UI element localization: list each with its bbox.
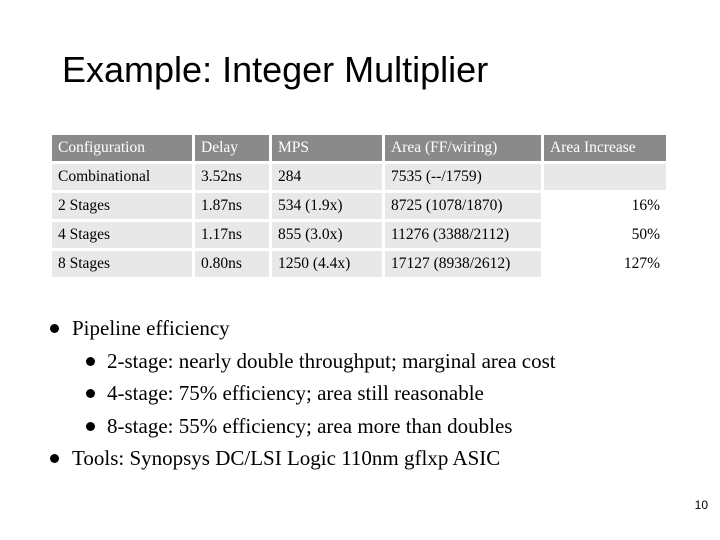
slide-title: Example: Integer Multiplier bbox=[62, 49, 489, 90]
table-cell: 1.87ns bbox=[195, 193, 269, 219]
bullet-dot-icon bbox=[86, 357, 95, 366]
header-cell-mps: MPS bbox=[272, 135, 382, 161]
bullet-text: Tools: Synopsys DC/LSI Logic 110nm gflxp ASIC bbox=[72, 446, 501, 470]
table-cell bbox=[544, 164, 666, 190]
header-cell-area: Area (FF/wiring) bbox=[385, 135, 541, 161]
table-row bbox=[52, 222, 666, 248]
bullet-dot-icon bbox=[50, 324, 59, 333]
table-cell: 8 Stages bbox=[52, 251, 192, 277]
bullet-text: 8-stage: 55% efficiency; area more than doubles bbox=[107, 413, 513, 438]
table-row bbox=[52, 193, 666, 219]
header-cell-area-increase: Area Increase bbox=[544, 135, 666, 161]
table-cell: Combinational bbox=[52, 164, 192, 190]
bullet-dot-icon bbox=[50, 454, 59, 463]
table-cell: 0.80ns bbox=[195, 251, 269, 277]
sub-bullet-item bbox=[50, 345, 556, 378]
table-cell: 1250 (4.4x) bbox=[272, 251, 382, 277]
bullet-list bbox=[50, 312, 556, 475]
sub-bullet-item bbox=[50, 377, 556, 410]
table-cell: 11276 (3388/2112) bbox=[385, 222, 541, 248]
table-cell: 534 (1.9x) bbox=[272, 193, 382, 219]
table-cell: 3.52ns bbox=[195, 164, 269, 190]
bullet-item bbox=[50, 442, 556, 475]
table-cell: 855 (3.0x) bbox=[272, 222, 382, 248]
header-cell-delay: Delay bbox=[195, 135, 269, 161]
table-cell: 17127 (8938/2612) bbox=[385, 251, 541, 277]
sub-bullet-item bbox=[50, 410, 556, 443]
bullet-text: 4-stage: 75% efficiency; area still reasonable bbox=[107, 381, 484, 405]
table-cell: 2 Stages bbox=[52, 193, 192, 219]
table-cell: 50% bbox=[544, 222, 666, 248]
table-row bbox=[52, 251, 666, 277]
page-number: 10 bbox=[694, 498, 708, 512]
table-cell: 1.17ns bbox=[195, 222, 269, 248]
bullet-dot-icon bbox=[86, 422, 95, 431]
header-cell-configuration: Configuration bbox=[52, 135, 192, 161]
bullet-text: 2-stage: nearly double throughput; marginal area cost bbox=[107, 348, 556, 373]
table-cell: 284 bbox=[272, 164, 382, 190]
bullet-dot-icon bbox=[86, 389, 95, 398]
table-cell: 16% bbox=[544, 193, 666, 219]
table-cell: 8725 (1078/1870) bbox=[385, 193, 541, 219]
table-cell: 4 Stages bbox=[52, 222, 192, 248]
bullet-text: Pipeline efficiency bbox=[72, 316, 230, 340]
table-cell: 127% bbox=[544, 251, 666, 277]
bullet-item bbox=[50, 312, 556, 345]
table-cell: 7535 (--/1759) bbox=[385, 164, 541, 190]
table-row bbox=[52, 164, 666, 190]
table-header-row bbox=[52, 135, 666, 161]
multiplier-table bbox=[49, 132, 669, 280]
